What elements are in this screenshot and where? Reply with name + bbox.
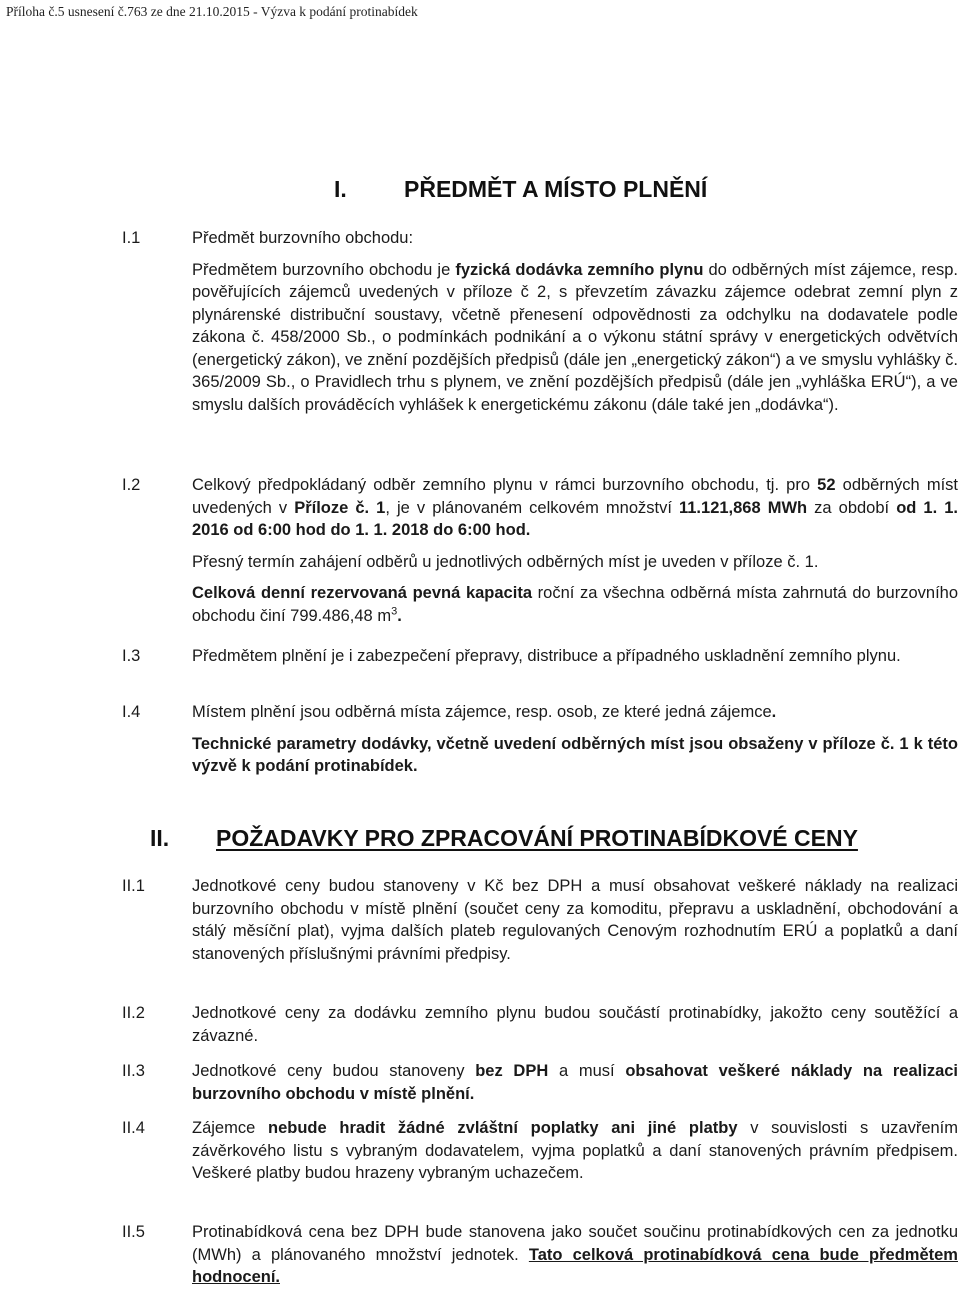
superscript: 3 — [391, 605, 398, 617]
item-number: II.5 — [122, 1223, 145, 1241]
text-run: roční za všechna odběrná místa zahrnutá do burzovního obchodu činí 799.486,48 m — [192, 584, 959, 625]
item-number: II.2 — [122, 1004, 145, 1022]
text-run: Celkový předpokládaný odběr zemního plynu v rámci burzovního obchodu, tj. pro — [192, 476, 818, 494]
section-1-title: PŘEDMĚT A MÍSTO PLNĚNÍ — [404, 176, 708, 202]
bold-text: Příloze č. 1 — [294, 498, 386, 517]
paragraph — [192, 474, 958, 542]
item-number: I.3 — [122, 647, 141, 665]
section-2-title: POŽADAVKY PRO ZPRACOVÁNÍ PROTINABÍDKOVÉ CENY — [216, 825, 858, 851]
paragraph — [192, 645, 958, 668]
item-body — [192, 1117, 958, 1185]
bold-text: bez DPH — [475, 1062, 549, 1080]
paragraph — [192, 227, 958, 250]
paragraph — [192, 733, 958, 778]
text-run: Předmět burzovního obchodu: — [192, 229, 414, 247]
item-II-2 — [122, 1002, 958, 1047]
bold-text: . — [397, 606, 402, 625]
paragraph — [192, 582, 958, 627]
text-run: a musí — [548, 1062, 626, 1080]
text-run: Jednotkové ceny za dodávku zemního plynu budou součástí protinabídky, jakožto ceny soutěžící a závazné. — [192, 1004, 958, 1045]
bold-text: fyzická dodávka zemního plynu — [455, 260, 704, 279]
item-body — [192, 701, 958, 778]
text-run: , je v plánovaném celkovém množství — [385, 498, 679, 517]
bold-text: Celková denní rezervovaná pevná kapacita — [192, 584, 532, 602]
bold-text: Tato celková protinabídková cena bude předmětem hodnocení. — [192, 1245, 958, 1286]
text-run: Přesný termín zahájení odběrů u jednotlivých odběrných míst je uveden v příloze č. 1. — [192, 552, 819, 571]
paragraph — [192, 551, 958, 574]
paragraph — [192, 1221, 958, 1289]
item-number: II.3 — [122, 1062, 145, 1080]
bold-text: obsahovat veškeré náklady na realizaci burzovního obchodu v místě plnění. — [192, 1062, 959, 1103]
item-II-1 — [122, 875, 958, 965]
item-body — [192, 875, 958, 965]
header-note: Příloha č.5 usnesení č.763 ze dne 21.10.2015 - Výzva k podání protinabídek — [6, 4, 418, 19]
item-body — [192, 645, 958, 668]
bold-text: . — [771, 703, 777, 721]
paragraph — [192, 259, 958, 417]
item-II-4 — [122, 1117, 958, 1185]
section-1-number: I. — [334, 176, 347, 202]
item-I-3 — [122, 645, 958, 668]
paragraph — [192, 875, 958, 965]
item-II-5 — [122, 1221, 958, 1289]
text-run: Jednotkové ceny budou stanoveny — [192, 1062, 476, 1080]
item-I-4 — [122, 701, 958, 778]
item-body — [192, 1060, 958, 1105]
item-body — [192, 1002, 958, 1047]
item-number: I.2 — [122, 476, 141, 494]
item-body — [192, 1221, 958, 1289]
item-number: II.1 — [122, 877, 145, 895]
text-run: Jednotkové ceny budou stanoveny v Kč bez DPH a musí obsahovat veškeré náklady na realizaci burzovního obchodu v místě plnění (součet ceny za komoditu, přepravu a uskladnění, obchodování a stálý měsíční plat), vyjma dalších plateb regulovaných Cenovým rozhodnutím ERÚ a poplatků a daní stanovených příslušnými právními předpisy. — [192, 877, 958, 963]
paragraph — [192, 1117, 958, 1185]
paragraph — [192, 701, 958, 724]
paragraph — [192, 1002, 958, 1047]
text-run: za období — [807, 498, 897, 517]
item-II-3 — [122, 1060, 958, 1105]
item-number: I.4 — [122, 703, 141, 721]
item-number: II.4 — [122, 1119, 145, 1137]
bold-text: Technické parametry dodávky, včetně uvedení odběrných míst jsou obsaženy v příloze č. 1 k této výzvě k podání protinabídek. — [192, 734, 958, 775]
text-run: Předmětem burzovního obchodu je — [192, 260, 456, 279]
item-body — [192, 474, 958, 627]
bold-text: 11.121,868 MWh — [678, 498, 808, 517]
text-run: odběrných míst uvedených v — [192, 476, 959, 517]
paragraph — [192, 1060, 958, 1105]
bold-text: od 1. 1. 2016 od 6:00 hod do 1. 1. 2018 do 6:00 hod. — [192, 498, 958, 539]
text-run: Zájemce — [192, 1119, 268, 1137]
text-run: v souvislosti s uzavřením závěrkového listu s vybraným dodavatelem, vyjma poplatků a daní stanovených právním předpisem. Veškeré platby budou hrazeny vybraným uchazečem. — [192, 1119, 959, 1182]
item-I-2 — [122, 474, 958, 627]
item-number: I.1 — [122, 229, 141, 247]
section-2-number: II. — [150, 825, 170, 851]
text-run: Předmětem plnění je i zabezpečení přepravy, distribuce a případného uskladnění zemního plynu. — [192, 647, 901, 665]
text-run: do odběrných míst zájemce, resp. pověřujících zájemců uvedených v příloze č 2, s převzetím závazku zájemce odebrat zemní plyn z plynárenské distribuční soustavy, včetně přenesení odpovědnosti za odchylku na dodavatele podle zákona č. 458/2000 Sb., o podmínkách podnikání a o výkonu státní správy v energetických odvětvích (energetický zákon), ve znění pozdějších předpisů (dále jen „energetický zákon“) a ve smyslu vyhlášky č. 365/2009 Sb., o Pravidlech trhu s plynem, ve znění pozdějších předpisů (dále jen „vyhláška ERÚ“), a ve smyslu dalších prováděcích vyhlášek k energetickému zákonu (dále také jen „dodávka“). — [192, 260, 959, 414]
text-run: Protinabídková cena bez DPH bude stanovena jako součet součinu protinabídkových cen za jednotku (MWh) a plánovaného množství jednotek. — [192, 1223, 958, 1264]
item-I-1 — [122, 227, 958, 416]
bold-text: nebude hradit žádné zvláštní poplatky ani jiné platby — [268, 1119, 738, 1137]
bold-text: 52 — [817, 476, 836, 494]
item-body — [192, 227, 958, 416]
text-run: Místem plnění jsou odběrná místa zájemce, resp. osob, ze které jedná zájemce — [192, 703, 772, 721]
